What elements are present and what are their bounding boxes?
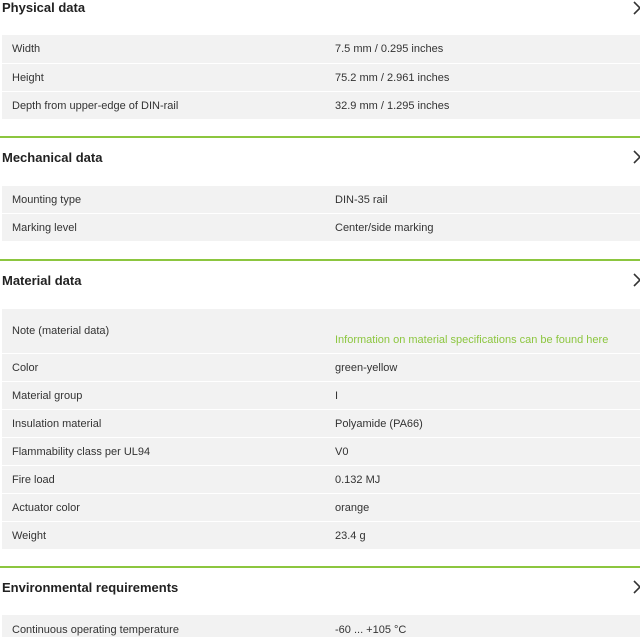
table-row <box>2 522 640 549</box>
table-row <box>2 92 640 119</box>
section-title-material[interactable]: Material data <box>2 273 82 288</box>
row-value: 0.132 MJ <box>335 474 381 486</box>
row-label: Depth from upper-edge of DIN-rail <box>12 100 179 112</box>
row-label: Weight <box>12 530 47 542</box>
section-title-environmental[interactable]: Environmental requirements <box>2 580 179 595</box>
row-value: 23.4 g <box>335 530 366 542</box>
row-value: V0 <box>335 446 349 458</box>
row-value: 32.9 mm / 1.295 inches <box>335 100 450 112</box>
row-value: 7.5 mm / 0.295 inches <box>335 43 444 55</box>
row-label: Note (material data) <box>12 325 110 337</box>
row-value: -60 ... +105 °C <box>335 624 407 636</box>
row-label: Fire load <box>12 474 55 486</box>
material-spec-link[interactable]: Information on material specifications can be found here <box>335 334 609 346</box>
table-row <box>2 214 640 241</box>
table-row <box>2 382 640 409</box>
row-label: Mounting type <box>12 194 82 206</box>
table-row <box>2 309 640 353</box>
row-label: Flammability class per UL94 <box>12 446 151 458</box>
row-label: Continuous operating temperature <box>12 624 179 636</box>
chevron-right-icon[interactable] <box>631 579 640 595</box>
row-value: Polyamide (PA66) <box>335 418 423 430</box>
section-title-physical[interactable]: Physical data <box>2 0 86 15</box>
row-value: orange <box>335 502 370 514</box>
table-row <box>2 354 640 381</box>
row-value: green-yellow <box>335 362 398 374</box>
table-row <box>2 64 640 91</box>
table-row <box>2 494 640 521</box>
row-label: Insulation material <box>12 418 102 430</box>
chevron-right-icon[interactable] <box>631 272 640 288</box>
row-value: 75.2 mm / 2.961 inches <box>335 72 450 84</box>
table-row <box>2 410 640 437</box>
table-row <box>2 438 640 465</box>
section-title-mechanical[interactable]: Mechanical data <box>2 150 103 165</box>
row-label: Height <box>12 72 44 84</box>
row-label: Color <box>12 362 39 374</box>
chevron-right-icon[interactable] <box>631 149 640 165</box>
section-divider <box>0 566 640 568</box>
row-value: I <box>335 390 339 402</box>
row-label: Width <box>12 43 41 55</box>
section-divider <box>0 259 640 261</box>
row-value: Center/side marking <box>335 222 434 234</box>
row-label: Actuator color <box>12 502 80 514</box>
chevron-right-icon[interactable] <box>631 0 640 16</box>
table-row <box>2 466 640 493</box>
table-row <box>2 35 640 63</box>
row-value: DIN-35 rail <box>335 194 388 206</box>
row-label: Marking level <box>12 222 77 234</box>
section-divider <box>0 136 640 138</box>
table-row <box>2 186 640 213</box>
table-row <box>2 615 640 637</box>
row-label: Material group <box>12 390 83 402</box>
